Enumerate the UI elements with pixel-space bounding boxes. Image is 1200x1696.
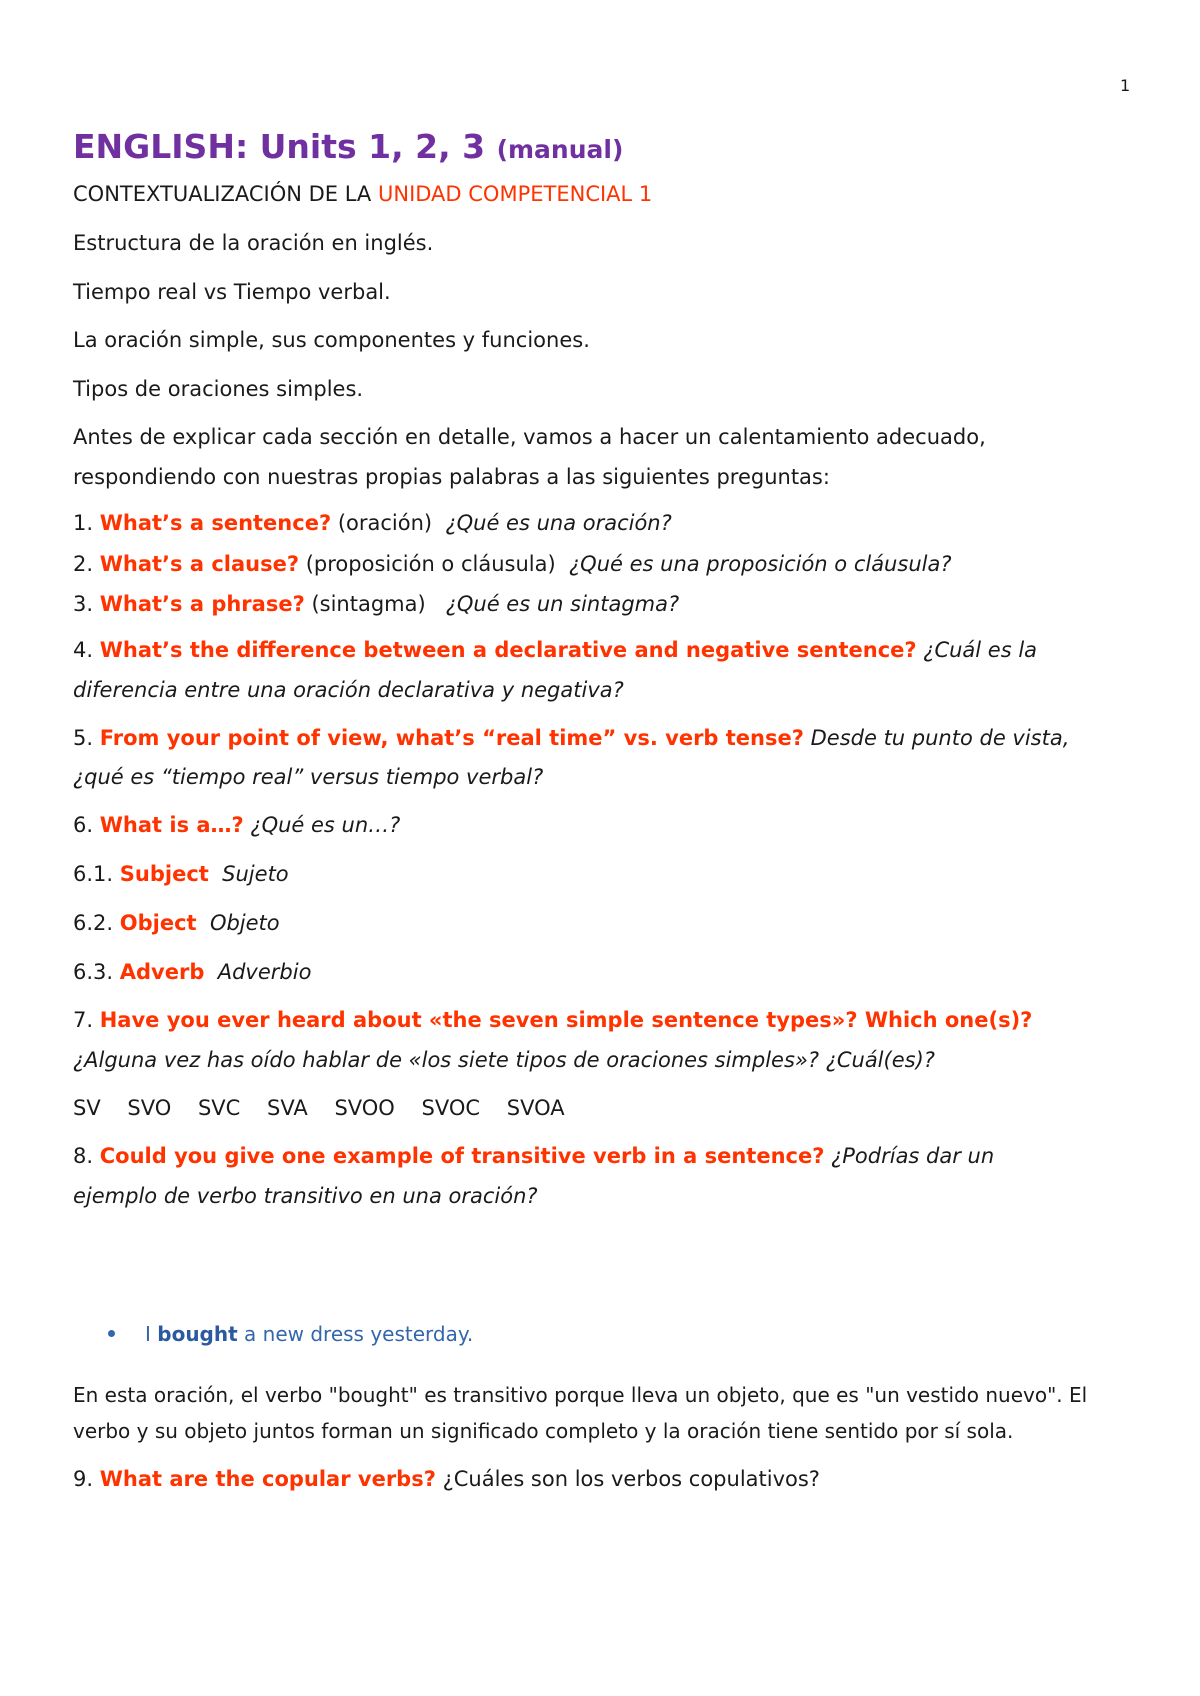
- question-english: Could you give one example of transitive verb in a sentence?: [99, 1144, 825, 1168]
- sentence-type: SVOO: [334, 1096, 395, 1120]
- sentence-type: SVA: [267, 1096, 308, 1120]
- context-prefix: CONTEXTUALIZACIÓN DE LA: [73, 182, 372, 206]
- context-highlight: UNIDAD COMPETENCIAL 1: [377, 182, 653, 206]
- example-post: a new dress yesterday.: [244, 1322, 474, 1346]
- question-spanish: ¿Qué es un…?: [250, 813, 401, 837]
- example-pre: I: [145, 1322, 151, 1346]
- question-number: 3.: [73, 592, 94, 616]
- question-gloss: (proposición o cláusula): [305, 552, 556, 576]
- title-main: ENGLISH: Units 1, 2, 3: [73, 127, 486, 166]
- question-9: [73, 1459, 820, 1499]
- question-spanish: Desde tu punto de vista,: [810, 726, 1070, 750]
- question-english: Adverb: [119, 960, 205, 984]
- question-english: What’s a phrase?: [99, 592, 305, 616]
- question-number: 6.: [73, 813, 94, 837]
- topic-3: La oración simple, sus componentes y funciones.: [73, 328, 590, 352]
- question-english: What is a…?: [99, 813, 244, 837]
- question-english: What’s a sentence?: [99, 511, 332, 535]
- question-3: [73, 584, 679, 624]
- example-sentence: [145, 1316, 473, 1352]
- explanation-line-1: En esta oración, el verbo "bought" es transitivo porque lleva un objeto, que es "un vestido nuevo". El: [73, 1383, 1088, 1407]
- question-7-line-2: ¿Alguna vez has oído hablar de «los siete tipos de oraciones simples»? ¿Cuál(es)?: [73, 1048, 935, 1072]
- question-6-2: [73, 903, 280, 943]
- sentence-types: [73, 1088, 565, 1128]
- question-number: 6.2.: [73, 911, 114, 935]
- title-sub: (manual): [496, 135, 624, 164]
- sentence-type: SVC: [197, 1096, 241, 1120]
- sentence-type: SVOC: [421, 1096, 481, 1120]
- question-number: 5.: [73, 726, 94, 750]
- sentence-type: SVO: [127, 1096, 172, 1120]
- question-spanish: ¿Podrías dar un: [831, 1144, 995, 1168]
- question-english: From your point of view, what’s “real time” vs. verb tense?: [99, 726, 804, 750]
- question-number: 4.: [73, 638, 94, 662]
- question-english: What’s the difference between a declarative and negative sentence?: [99, 638, 917, 662]
- question-english: Have you ever heard about «the seven simple sentence types»? Which one(s)?: [99, 1008, 1033, 1032]
- question-4-line-2: diferencia entre una oración declarativa y negativa?: [73, 678, 624, 702]
- question-spanish: Objeto: [209, 911, 280, 935]
- question-spanish: ¿Cuál es la: [923, 638, 1038, 662]
- question-spanish: ¿Qué es una proposición o cláusula?: [569, 552, 952, 576]
- question-8-line-2: ejemplo de verbo transitivo en una oración?: [73, 1184, 538, 1208]
- question-spanish: ¿Qué es un sintagma?: [445, 592, 680, 616]
- question-english: What are the copular verbs?: [99, 1467, 436, 1491]
- question-number: 6.3.: [73, 960, 114, 984]
- question-number: 6.1.: [73, 862, 114, 886]
- question-6-3: [73, 952, 311, 992]
- question-5-line-1: [73, 718, 1069, 758]
- topic-2: Tiempo real vs Tiempo verbal.: [73, 280, 391, 304]
- question-english: Subject: [119, 862, 209, 886]
- question-gloss: (oración): [337, 511, 433, 535]
- context-heading: [73, 174, 652, 214]
- question-7-line-1: [73, 1000, 1032, 1040]
- question-number: 1.: [73, 511, 94, 535]
- question-6: [73, 805, 400, 845]
- question-english: Object: [119, 911, 197, 935]
- bullet-icon: [108, 1330, 115, 1337]
- sentence-type: SVOA: [506, 1096, 565, 1120]
- question-8-line-1: [73, 1136, 994, 1176]
- question-spanish: ¿Cuáles son los verbos copulativos?: [442, 1467, 820, 1491]
- question-1: [73, 503, 672, 543]
- intro-line-1: Antes de explicar cada sección en detalle, vamos a hacer un calentamiento adecuado,: [73, 425, 986, 449]
- intro-line-2: respondiendo con nuestras propias palabras a las siguientes preguntas:: [73, 465, 830, 489]
- topic-1: Estructura de la oración en inglés.: [73, 231, 434, 255]
- question-spanish: Sujeto: [222, 862, 289, 886]
- question-spanish: ¿Qué es una oración?: [445, 511, 672, 535]
- question-6-1: [73, 854, 289, 894]
- question-5-line-2: ¿qué es “tiempo real” versus tiempo verbal?: [73, 765, 544, 789]
- example-verb: bought: [157, 1322, 238, 1346]
- question-number: 9.: [73, 1467, 94, 1491]
- page-number: 1: [1120, 76, 1131, 95]
- question-english: What’s a clause?: [99, 552, 300, 576]
- question-number: 8.: [73, 1144, 94, 1168]
- question-number: 7.: [73, 1008, 94, 1032]
- question-2: [73, 544, 951, 584]
- topic-4: Tipos de oraciones simples.: [73, 377, 364, 401]
- question-4-line-1: [73, 630, 1037, 670]
- question-spanish: Adverbio: [217, 960, 312, 984]
- sentence-type: SV: [73, 1096, 101, 1120]
- question-number: 2.: [73, 552, 94, 576]
- explanation-line-2: verbo y su objeto juntos forman un significado completo y la oración tiene sentido por sí sola.: [73, 1419, 1014, 1443]
- question-gloss: (sintagma): [311, 592, 426, 616]
- document-title: [73, 127, 623, 166]
